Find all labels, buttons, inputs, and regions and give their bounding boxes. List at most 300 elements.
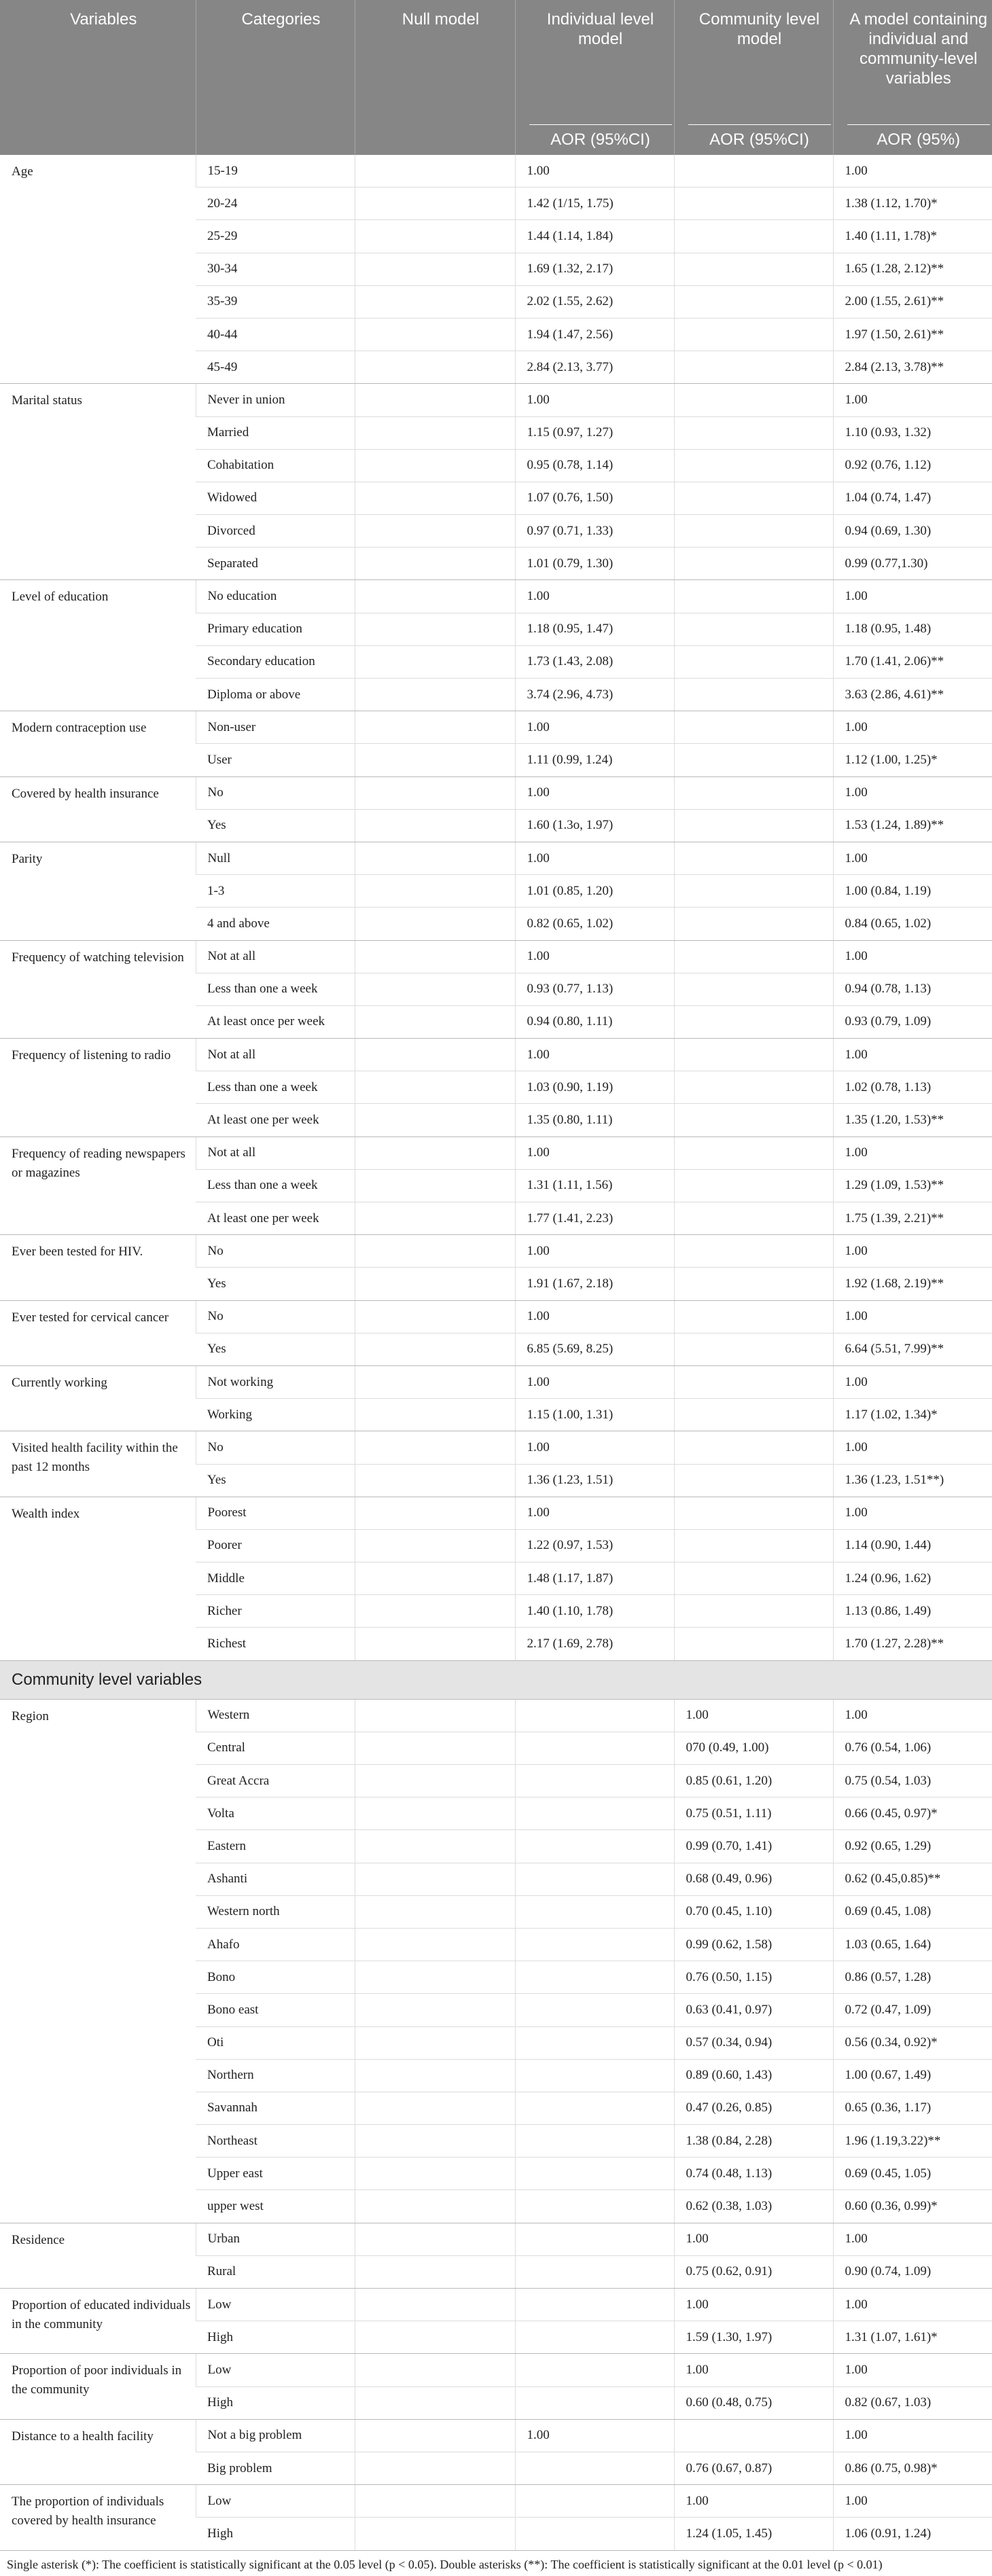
community-aor-cell — [674, 482, 833, 514]
individual-aor-cell: 1.00 — [515, 940, 674, 973]
table-row — [0, 1497, 992, 1529]
community-section-title: Community level variables — [0, 1660, 992, 1699]
community-aor-cell — [674, 155, 833, 187]
category-cell: Diploma or above — [196, 679, 355, 711]
null-model-cell — [355, 285, 515, 318]
category-cell: Cohabitation — [196, 449, 355, 482]
null-model-cell — [355, 2419, 515, 2452]
category-cell: Less than one a week — [196, 1169, 355, 1202]
category-cell: Not at all — [196, 1137, 355, 1169]
null-model-cell — [355, 679, 515, 711]
individual-aor-cell: 0.94 (0.80, 1.11) — [515, 1005, 674, 1038]
individual-aor-cell — [515, 2321, 674, 2354]
null-model-cell — [355, 253, 515, 285]
table-row — [0, 1137, 992, 1169]
combined-aor-cell: 0.94 (0.69, 1.30) — [833, 515, 992, 548]
community-aor-cell: 0.89 (0.60, 1.43) — [674, 2059, 833, 2092]
individual-aor-cell: 1.01 (0.79, 1.30) — [515, 548, 674, 580]
null-model-cell — [355, 1529, 515, 1562]
individual-aor-cell: 1.73 (1.43, 2.08) — [515, 645, 674, 678]
community-aor-cell — [674, 1464, 833, 1497]
header-variables: Variables — [0, 0, 196, 118]
table-row — [0, 776, 992, 809]
variable-name-cell: Visited health facility within the past 12 months — [0, 1431, 196, 1497]
combined-aor-cell: 1.75 (1.39, 2.21)** — [833, 1202, 992, 1235]
category-cell: High — [196, 2386, 355, 2419]
individual-aor-cell: 1.69 (1.32, 2.17) — [515, 253, 674, 285]
community-aor-cell — [674, 973, 833, 1005]
category-cell: Urban — [196, 2223, 355, 2255]
combined-aor-cell: 1.00 — [833, 2223, 992, 2255]
community-aor-cell — [674, 1595, 833, 1628]
combined-aor-cell: 1.00 — [833, 1300, 992, 1333]
table-row — [0, 580, 992, 613]
individual-aor-cell: 2.17 (1.69, 2.78) — [515, 1628, 674, 1660]
category-cell: No — [196, 1300, 355, 1333]
individual-aor-cell: 1.07 (0.76, 1.50) — [515, 482, 674, 514]
individual-aor-cell — [515, 1961, 674, 1994]
community-aor-cell — [674, 285, 833, 318]
category-cell: 30-34 — [196, 253, 355, 285]
null-model-cell — [355, 2125, 515, 2158]
null-model-cell — [355, 482, 515, 514]
null-model-cell — [355, 1699, 515, 1732]
individual-aor-cell: 1.48 (1.17, 1.87) — [515, 1562, 674, 1595]
null-model-cell — [355, 2518, 515, 2550]
category-cell: Less than one a week — [196, 1071, 355, 1104]
combined-aor-cell: 0.92 (0.65, 1.29) — [833, 1830, 992, 1863]
combined-aor-cell: 1.00 — [833, 2289, 992, 2321]
variable-name-cell: Covered by health insurance — [0, 776, 196, 842]
category-cell: 20-24 — [196, 187, 355, 220]
community-aor-cell: 0.76 (0.50, 1.15) — [674, 1961, 833, 1994]
category-cell: Separated — [196, 548, 355, 580]
community-aor-cell: 1.00 — [674, 2354, 833, 2386]
community-aor-cell — [674, 220, 833, 253]
variable-name-cell: Proportion of poor individuals in the community — [0, 2354, 196, 2419]
individual-aor-cell: 2.02 (1.55, 2.62) — [515, 285, 674, 318]
category-cell: 25-29 — [196, 220, 355, 253]
category-cell: Divorced — [196, 515, 355, 548]
variable-name-cell: Residence — [0, 2223, 196, 2288]
combined-aor-cell: 1.29 (1.09, 1.53)** — [833, 1169, 992, 1202]
individual-aor-cell — [515, 1994, 674, 2026]
community-aor-cell — [674, 1333, 833, 1365]
variable-name-cell: Ever tested for cervical cancer — [0, 1300, 196, 1365]
aor-label: AOR (95%CI) — [529, 124, 672, 149]
community-aor-cell — [674, 1202, 833, 1235]
community-aor-cell: 0.63 (0.41, 0.97) — [674, 1994, 833, 2026]
community-aor-cell — [674, 1399, 833, 1431]
category-cell: User — [196, 744, 355, 776]
individual-aor-cell: 0.82 (0.65, 1.02) — [515, 908, 674, 940]
combined-aor-cell: 6.64 (5.51, 7.99)** — [833, 1333, 992, 1365]
null-model-cell — [355, 842, 515, 874]
combined-aor-cell: 1.02 (0.78, 1.13) — [833, 1071, 992, 1104]
individual-aor-cell: 1.15 (0.97, 1.27) — [515, 416, 674, 449]
individual-aor-cell — [515, 2158, 674, 2190]
table-row — [0, 1235, 992, 1268]
combined-aor-cell: 1.00 — [833, 1039, 992, 1071]
null-model-cell — [355, 548, 515, 580]
category-cell: Oti — [196, 2026, 355, 2059]
individual-aor-cell: 1.11 (0.99, 1.24) — [515, 744, 674, 776]
category-cell: 4 and above — [196, 908, 355, 940]
community-aor-cell — [674, 1137, 833, 1169]
community-aor-cell: 1.24 (1.05, 1.45) — [674, 2518, 833, 2550]
category-cell: Big problem — [196, 2452, 355, 2484]
individual-aor-cell — [515, 2386, 674, 2419]
combined-aor-cell: 0.93 (0.79, 1.09) — [833, 1005, 992, 1038]
community-aor-cell — [674, 548, 833, 580]
variable-name-cell: Ever been tested for HIV. — [0, 1235, 196, 1300]
community-aor-cell: 0.57 (0.34, 0.94) — [674, 2026, 833, 2059]
category-cell: Not at all — [196, 940, 355, 973]
table-row — [0, 1039, 992, 1071]
individual-aor-cell: 1.00 — [515, 842, 674, 874]
null-model-cell — [355, 155, 515, 187]
category-cell: 1-3 — [196, 875, 355, 908]
category-cell: Rural — [196, 2255, 355, 2288]
null-model-cell — [355, 2485, 515, 2518]
combined-aor-cell: 0.72 (0.47, 1.09) — [833, 1994, 992, 2026]
individual-aor-cell — [515, 2223, 674, 2255]
category-cell: At least one per week — [196, 1202, 355, 1235]
community-aor-cell — [674, 645, 833, 678]
combined-aor-cell: 1.65 (1.28, 2.12)** — [833, 253, 992, 285]
combined-aor-cell: 1.00 — [833, 155, 992, 187]
null-model-cell — [355, 1235, 515, 1268]
community-aor-cell — [674, 318, 833, 351]
null-model-cell — [355, 875, 515, 908]
combined-aor-cell: 0.86 (0.75, 0.98)* — [833, 2452, 992, 2484]
community-aor-cell — [674, 1497, 833, 1529]
null-model-cell — [355, 711, 515, 744]
community-aor-cell — [674, 940, 833, 973]
community-aor-cell — [674, 2419, 833, 2452]
null-model-cell — [355, 1137, 515, 1169]
combined-aor-cell: 1.17 (1.02, 1.34)* — [833, 1399, 992, 1431]
combined-aor-cell: 1.97 (1.50, 2.61)** — [833, 318, 992, 351]
category-cell: Less than one a week — [196, 973, 355, 1005]
null-model-cell — [355, 1765, 515, 1797]
individual-aor-cell — [515, 1699, 674, 1732]
category-cell: Married — [196, 416, 355, 449]
combined-aor-cell: 1.00 — [833, 2419, 992, 2452]
category-cell: Central — [196, 1732, 355, 1764]
table-row — [0, 2223, 992, 2255]
category-cell: Bono — [196, 1961, 355, 1994]
variable-name-cell: Frequency of reading newspapers or magazines — [0, 1137, 196, 1235]
individual-aor-cell: 1.22 (0.97, 1.53) — [515, 1529, 674, 1562]
combined-aor-cell: 1.70 (1.41, 2.06)** — [833, 645, 992, 678]
individual-aor-cell — [515, 2092, 674, 2124]
combined-aor-cell: 0.94 (0.78, 1.13) — [833, 973, 992, 1005]
null-model-cell — [355, 2354, 515, 2386]
null-model-cell — [355, 1399, 515, 1431]
category-cell: Northeast — [196, 2125, 355, 2158]
variable-name-cell: Level of education — [0, 580, 196, 711]
individual-aor-cell: 1.44 (1.14, 1.84) — [515, 220, 674, 253]
community-aor-cell — [674, 744, 833, 776]
null-model-cell — [355, 973, 515, 1005]
community-aor-cell — [674, 1365, 833, 1398]
community-aor-cell — [674, 416, 833, 449]
category-cell: Western north — [196, 1895, 355, 1928]
category-cell: 35-39 — [196, 285, 355, 318]
null-model-cell — [355, 318, 515, 351]
null-model-cell — [355, 1994, 515, 2026]
category-cell: Ahafo — [196, 1928, 355, 1961]
combined-aor-cell: 1.12 (1.00, 1.25)* — [833, 744, 992, 776]
header-aor-combined — [833, 118, 992, 155]
individual-aor-cell: 1.00 — [515, 2419, 674, 2452]
category-cell: No — [196, 1235, 355, 1268]
aor-label: AOR (95%) — [847, 124, 990, 149]
combined-aor-cell: 1.14 (0.90, 1.44) — [833, 1529, 992, 1562]
individual-aor-cell: 1.40 (1.10, 1.78) — [515, 1595, 674, 1628]
community-aor-cell: 1.00 — [674, 2223, 833, 2255]
combined-aor-cell: 1.00 — [833, 2485, 992, 2518]
null-model-cell — [355, 1104, 515, 1137]
category-cell: Not working — [196, 1365, 355, 1398]
combined-aor-cell: 0.82 (0.67, 1.03) — [833, 2386, 992, 2419]
category-cell: Secondary education — [196, 645, 355, 678]
aor-label: AOR (95%CI) — [688, 124, 831, 149]
community-aor-cell — [674, 1104, 833, 1137]
community-aor-cell: 1.59 (1.30, 1.97) — [674, 2321, 833, 2354]
combined-aor-cell: 1.96 (1.19,3.22)** — [833, 2125, 992, 2158]
individual-aor-cell: 6.85 (5.69, 8.25) — [515, 1333, 674, 1365]
individual-aor-cell: 3.74 (2.96, 4.73) — [515, 679, 674, 711]
null-model-cell — [355, 1928, 515, 1961]
individual-aor-cell: 1.00 — [515, 711, 674, 744]
header-blank — [196, 118, 355, 155]
variable-name-cell: The proportion of individuals covered by health insurance — [0, 2485, 196, 2550]
category-cell: upper west — [196, 2190, 355, 2223]
individual-level-rows — [0, 155, 992, 1660]
table-header — [0, 0, 992, 155]
header-combined-model: A model containing individual and community-level variables — [833, 0, 992, 118]
individual-aor-cell: 1.00 — [515, 1365, 674, 1398]
category-cell: Ashanti — [196, 1863, 355, 1895]
null-model-cell — [355, 1300, 515, 1333]
community-level-rows — [0, 1699, 992, 2550]
category-cell: High — [196, 2321, 355, 2354]
category-cell: Primary education — [196, 613, 355, 645]
null-model-cell — [355, 351, 515, 384]
table-row — [0, 711, 992, 744]
null-model-cell — [355, 580, 515, 613]
combined-aor-cell: 1.00 — [833, 1431, 992, 1464]
category-cell: Yes — [196, 1333, 355, 1365]
null-model-cell — [355, 1005, 515, 1038]
individual-aor-cell — [515, 2190, 674, 2223]
null-model-cell — [355, 384, 515, 416]
null-model-cell — [355, 744, 515, 776]
combined-aor-cell: 1.36 (1.23, 1.51**) — [833, 1464, 992, 1497]
table-footnote: Single asterisk (*): The coefficient is statistically significant at the 0.05 level (p < 0.05). Double asterisks (**): The coefficient is statistically significant at the 0.01 level (p < 0.01) — [7, 2557, 883, 2571]
table-row — [0, 842, 992, 874]
section-row-group — [0, 1660, 992, 1699]
null-model-cell — [355, 1863, 515, 1895]
null-model-cell — [355, 1202, 515, 1235]
individual-aor-cell — [515, 2289, 674, 2321]
individual-aor-cell — [515, 2059, 674, 2092]
individual-aor-cell — [515, 1732, 674, 1764]
individual-aor-cell — [515, 2125, 674, 2158]
community-aor-cell: 0.62 (0.38, 1.03) — [674, 2190, 833, 2223]
individual-aor-cell: 1.42 (1/15, 1.75) — [515, 187, 674, 220]
combined-aor-cell: 0.62 (0.45,0.85)** — [833, 1863, 992, 1895]
individual-aor-cell: 1.94 (1.47, 2.56) — [515, 318, 674, 351]
category-cell: Great Accra — [196, 1765, 355, 1797]
community-aor-cell — [674, 1562, 833, 1595]
community-aor-cell — [674, 842, 833, 874]
community-aor-cell: 1.00 — [674, 1699, 833, 1732]
individual-aor-cell: 1.03 (0.90, 1.19) — [515, 1071, 674, 1104]
combined-aor-cell: 1.70 (1.27, 2.28)** — [833, 1628, 992, 1660]
category-cell: At least one per week — [196, 1104, 355, 1137]
category-cell: Eastern — [196, 1830, 355, 1863]
null-model-cell — [355, 2255, 515, 2288]
header-aor-individual — [515, 118, 674, 155]
combined-aor-cell: 1.31 (1.07, 1.61)* — [833, 2321, 992, 2354]
null-model-cell — [355, 809, 515, 842]
null-model-cell — [355, 1628, 515, 1660]
null-model-cell — [355, 2158, 515, 2190]
community-aor-cell — [674, 1235, 833, 1268]
community-aor-cell: 0.74 (0.48, 1.13) — [674, 2158, 833, 2190]
null-model-cell — [355, 2026, 515, 2059]
null-model-cell — [355, 1562, 515, 1595]
individual-aor-cell — [515, 1863, 674, 1895]
individual-aor-cell: 1.00 — [515, 1431, 674, 1464]
null-model-cell — [355, 1464, 515, 1497]
combined-aor-cell: 0.66 (0.45, 0.97)* — [833, 1797, 992, 1830]
null-model-cell — [355, 1431, 515, 1464]
individual-aor-cell — [515, 1895, 674, 1928]
variable-name-cell: Frequency of watching television — [0, 940, 196, 1039]
null-model-cell — [355, 2223, 515, 2255]
null-model-cell — [355, 2386, 515, 2419]
combined-aor-cell: 1.04 (0.74, 1.47) — [833, 482, 992, 514]
combined-aor-cell: 1.00 — [833, 1497, 992, 1529]
combined-aor-cell: 1.03 (0.65, 1.64) — [833, 1928, 992, 1961]
null-model-cell — [355, 1333, 515, 1365]
community-aor-cell: 0.60 (0.48, 0.75) — [674, 2386, 833, 2419]
category-cell: Low — [196, 2485, 355, 2518]
table-row — [0, 384, 992, 416]
combined-aor-cell: 3.63 (2.86, 4.61)** — [833, 679, 992, 711]
null-model-cell — [355, 645, 515, 678]
table-row — [0, 2485, 992, 2518]
individual-aor-cell: 1.00 — [515, 384, 674, 416]
variable-name-cell: Distance to a health facility — [0, 2419, 196, 2484]
table-row — [0, 1365, 992, 1398]
category-cell: 15-19 — [196, 155, 355, 187]
individual-aor-cell — [515, 2452, 674, 2484]
community-aor-cell: 0.68 (0.49, 0.96) — [674, 1863, 833, 1895]
variable-name-cell: Parity — [0, 842, 196, 940]
combined-aor-cell: 0.56 (0.34, 0.92)* — [833, 2026, 992, 2059]
category-cell: No — [196, 1431, 355, 1464]
header-blank — [355, 118, 515, 155]
category-cell: Yes — [196, 809, 355, 842]
category-cell: Working — [196, 1399, 355, 1431]
variable-name-cell: Frequency of listening to radio — [0, 1039, 196, 1137]
combined-aor-cell: 1.00 — [833, 1365, 992, 1398]
combined-aor-cell: 1.38 (1.12, 1.70)* — [833, 187, 992, 220]
community-aor-cell — [674, 613, 833, 645]
individual-aor-cell — [515, 2485, 674, 2518]
combined-aor-cell: 1.00 — [833, 384, 992, 416]
variable-name-cell: Age — [0, 155, 196, 384]
community-aor-cell — [674, 1300, 833, 1333]
individual-aor-cell — [515, 2026, 674, 2059]
null-model-cell — [355, 1365, 515, 1398]
individual-aor-cell — [515, 2255, 674, 2288]
combined-aor-cell: 1.00 — [833, 1235, 992, 1268]
category-cell: Volta — [196, 1797, 355, 1830]
category-cell: 40-44 — [196, 318, 355, 351]
category-cell: No education — [196, 580, 355, 613]
community-aor-cell — [674, 253, 833, 285]
category-cell: Upper east — [196, 2158, 355, 2190]
community-aor-cell — [674, 1529, 833, 1562]
null-model-cell — [355, 613, 515, 645]
combined-aor-cell: 1.00 — [833, 940, 992, 973]
individual-aor-cell — [515, 1765, 674, 1797]
individual-aor-cell: 1.91 (1.67, 2.18) — [515, 1268, 674, 1300]
null-model-cell — [355, 1268, 515, 1300]
individual-aor-cell: 0.93 (0.77, 1.13) — [515, 973, 674, 1005]
null-model-cell — [355, 1961, 515, 1994]
category-cell: Bono east — [196, 1994, 355, 2026]
table-row — [0, 940, 992, 973]
null-model-cell — [355, 449, 515, 482]
category-cell: Savannah — [196, 2092, 355, 2124]
header-aor-community — [674, 118, 833, 155]
table-row — [0, 2289, 992, 2321]
community-aor-cell — [674, 809, 833, 842]
individual-aor-cell: 1.00 — [515, 1137, 674, 1169]
null-model-cell — [355, 1595, 515, 1628]
individual-aor-cell — [515, 2354, 674, 2386]
section-header-row — [0, 1660, 992, 1699]
variable-name-cell: Modern contraception use — [0, 711, 196, 776]
combined-aor-cell: 1.24 (0.96, 1.62) — [833, 1562, 992, 1595]
community-aor-cell: 0.70 (0.45, 1.10) — [674, 1895, 833, 1928]
variable-name-cell: Wealth index — [0, 1497, 196, 1660]
individual-aor-cell — [515, 2518, 674, 2550]
category-cell: Not a big problem — [196, 2419, 355, 2452]
null-model-cell — [355, 1497, 515, 1529]
community-aor-cell: 0.76 (0.67, 0.87) — [674, 2452, 833, 2484]
variable-name-cell: Proportion of educated individuals in the community — [0, 2289, 196, 2354]
table-row — [0, 1300, 992, 1333]
null-model-cell — [355, 1732, 515, 1764]
combined-aor-cell: 1.00 — [833, 1137, 992, 1169]
community-aor-cell — [674, 679, 833, 711]
header-community-model: Community level model — [674, 0, 833, 118]
header-blank — [0, 118, 196, 155]
table-row — [0, 155, 992, 187]
individual-aor-cell: 1.00 — [515, 1235, 674, 1268]
combined-aor-cell: 0.84 (0.65, 1.02) — [833, 908, 992, 940]
combined-aor-cell: 1.00 — [833, 842, 992, 874]
table-row — [0, 2354, 992, 2386]
